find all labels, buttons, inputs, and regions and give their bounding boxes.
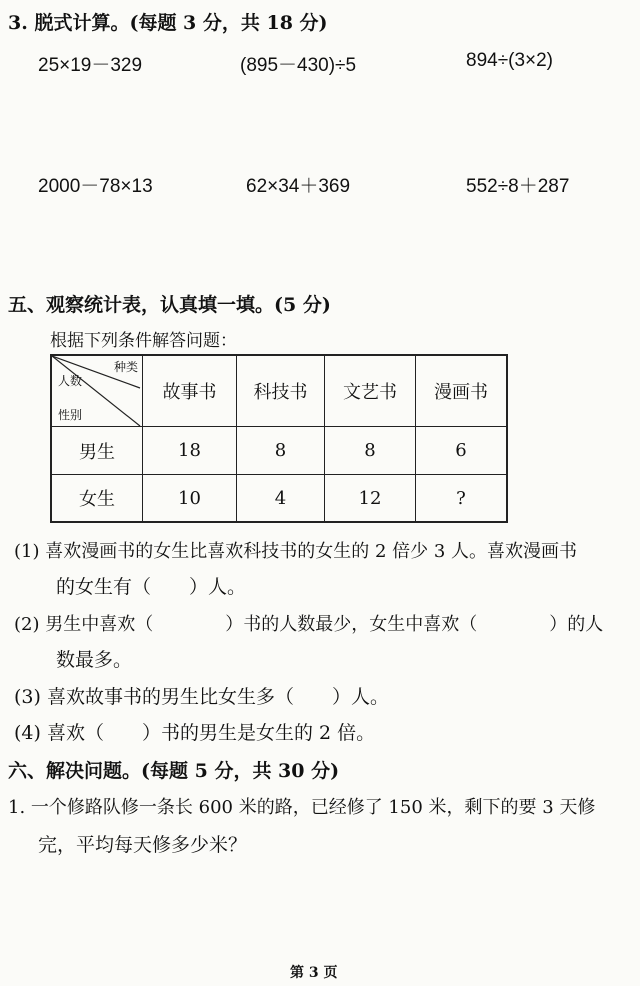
section-6-title: 六、解决问题。(每题 5 分，共 30 分) — [8, 760, 340, 782]
question-1-line-2: 的女生有（ ）人。 — [56, 576, 247, 598]
expression-6: 552÷8＋287 — [466, 176, 570, 197]
table-cell: 10 — [143, 475, 237, 523]
question-2-line-1: (2) 男生中喜欢（ ）书的人数最少，女生中喜欢（ ）的人 — [14, 614, 604, 635]
table-cell: 8 — [325, 427, 416, 475]
problem-1-line-2: 完，平均每天修多少米？ — [38, 834, 248, 856]
row-label: 女生 — [51, 475, 143, 523]
expression-2: (895－430)÷5 — [240, 55, 357, 76]
question-1-line-1: (1) 喜欢漫画书的女生比喜欢科技书的女生的 2 倍少 3 人。喜欢漫画书 — [14, 541, 578, 562]
section-5-title: 五、观察统计表，认真填一填。(5 分) — [8, 294, 331, 316]
table-header-row — [51, 355, 507, 427]
row-label: 男生 — [51, 427, 143, 475]
expression-1: 25×19－329 — [38, 55, 143, 76]
page-number: 第 3 页 — [290, 965, 338, 981]
statistics-table — [50, 354, 508, 523]
column-header: 故事书 — [143, 355, 237, 427]
table-cell: 18 — [143, 427, 237, 475]
corner-label-count: 人数 — [58, 374, 83, 388]
table-row-girls — [51, 475, 507, 523]
corner-label-type: 种类 — [114, 360, 139, 374]
column-header: 文艺书 — [325, 355, 416, 427]
table-cell: ? — [416, 475, 508, 523]
column-header: 漫画书 — [416, 355, 508, 427]
table-intro: 根据下列条件解答问题： — [50, 331, 237, 351]
table-cell: 4 — [237, 475, 325, 523]
column-header: 科技书 — [237, 355, 325, 427]
table-row-boys — [51, 427, 507, 475]
expression-4: 2000－78×13 — [38, 176, 153, 197]
corner-label-gender: 性别 — [58, 408, 83, 422]
question-3: (3) 喜欢故事书的男生比女生多（ ）人。 — [14, 686, 389, 708]
expression-5: 62×34＋369 — [246, 176, 351, 197]
table-cell: 6 — [416, 427, 508, 475]
question-4: (4) 喜欢（ ）书的男生是女生的 2 倍。 — [14, 722, 376, 744]
table-cell: 8 — [237, 427, 325, 475]
table-cell: 12 — [325, 475, 416, 523]
question-2-line-2: 数最多。 — [56, 649, 133, 671]
expression-3: 894÷(3×2) — [466, 50, 554, 71]
section-3-title: 3. 脱式计算。(每题 3 分，共 18 分) — [8, 12, 328, 34]
table-corner-cell — [51, 355, 143, 427]
problem-1-line-1: 1. 一个修路队修一条长 600 米的路，已经修了 150 米，剩下的要 3 天修 — [8, 797, 596, 818]
